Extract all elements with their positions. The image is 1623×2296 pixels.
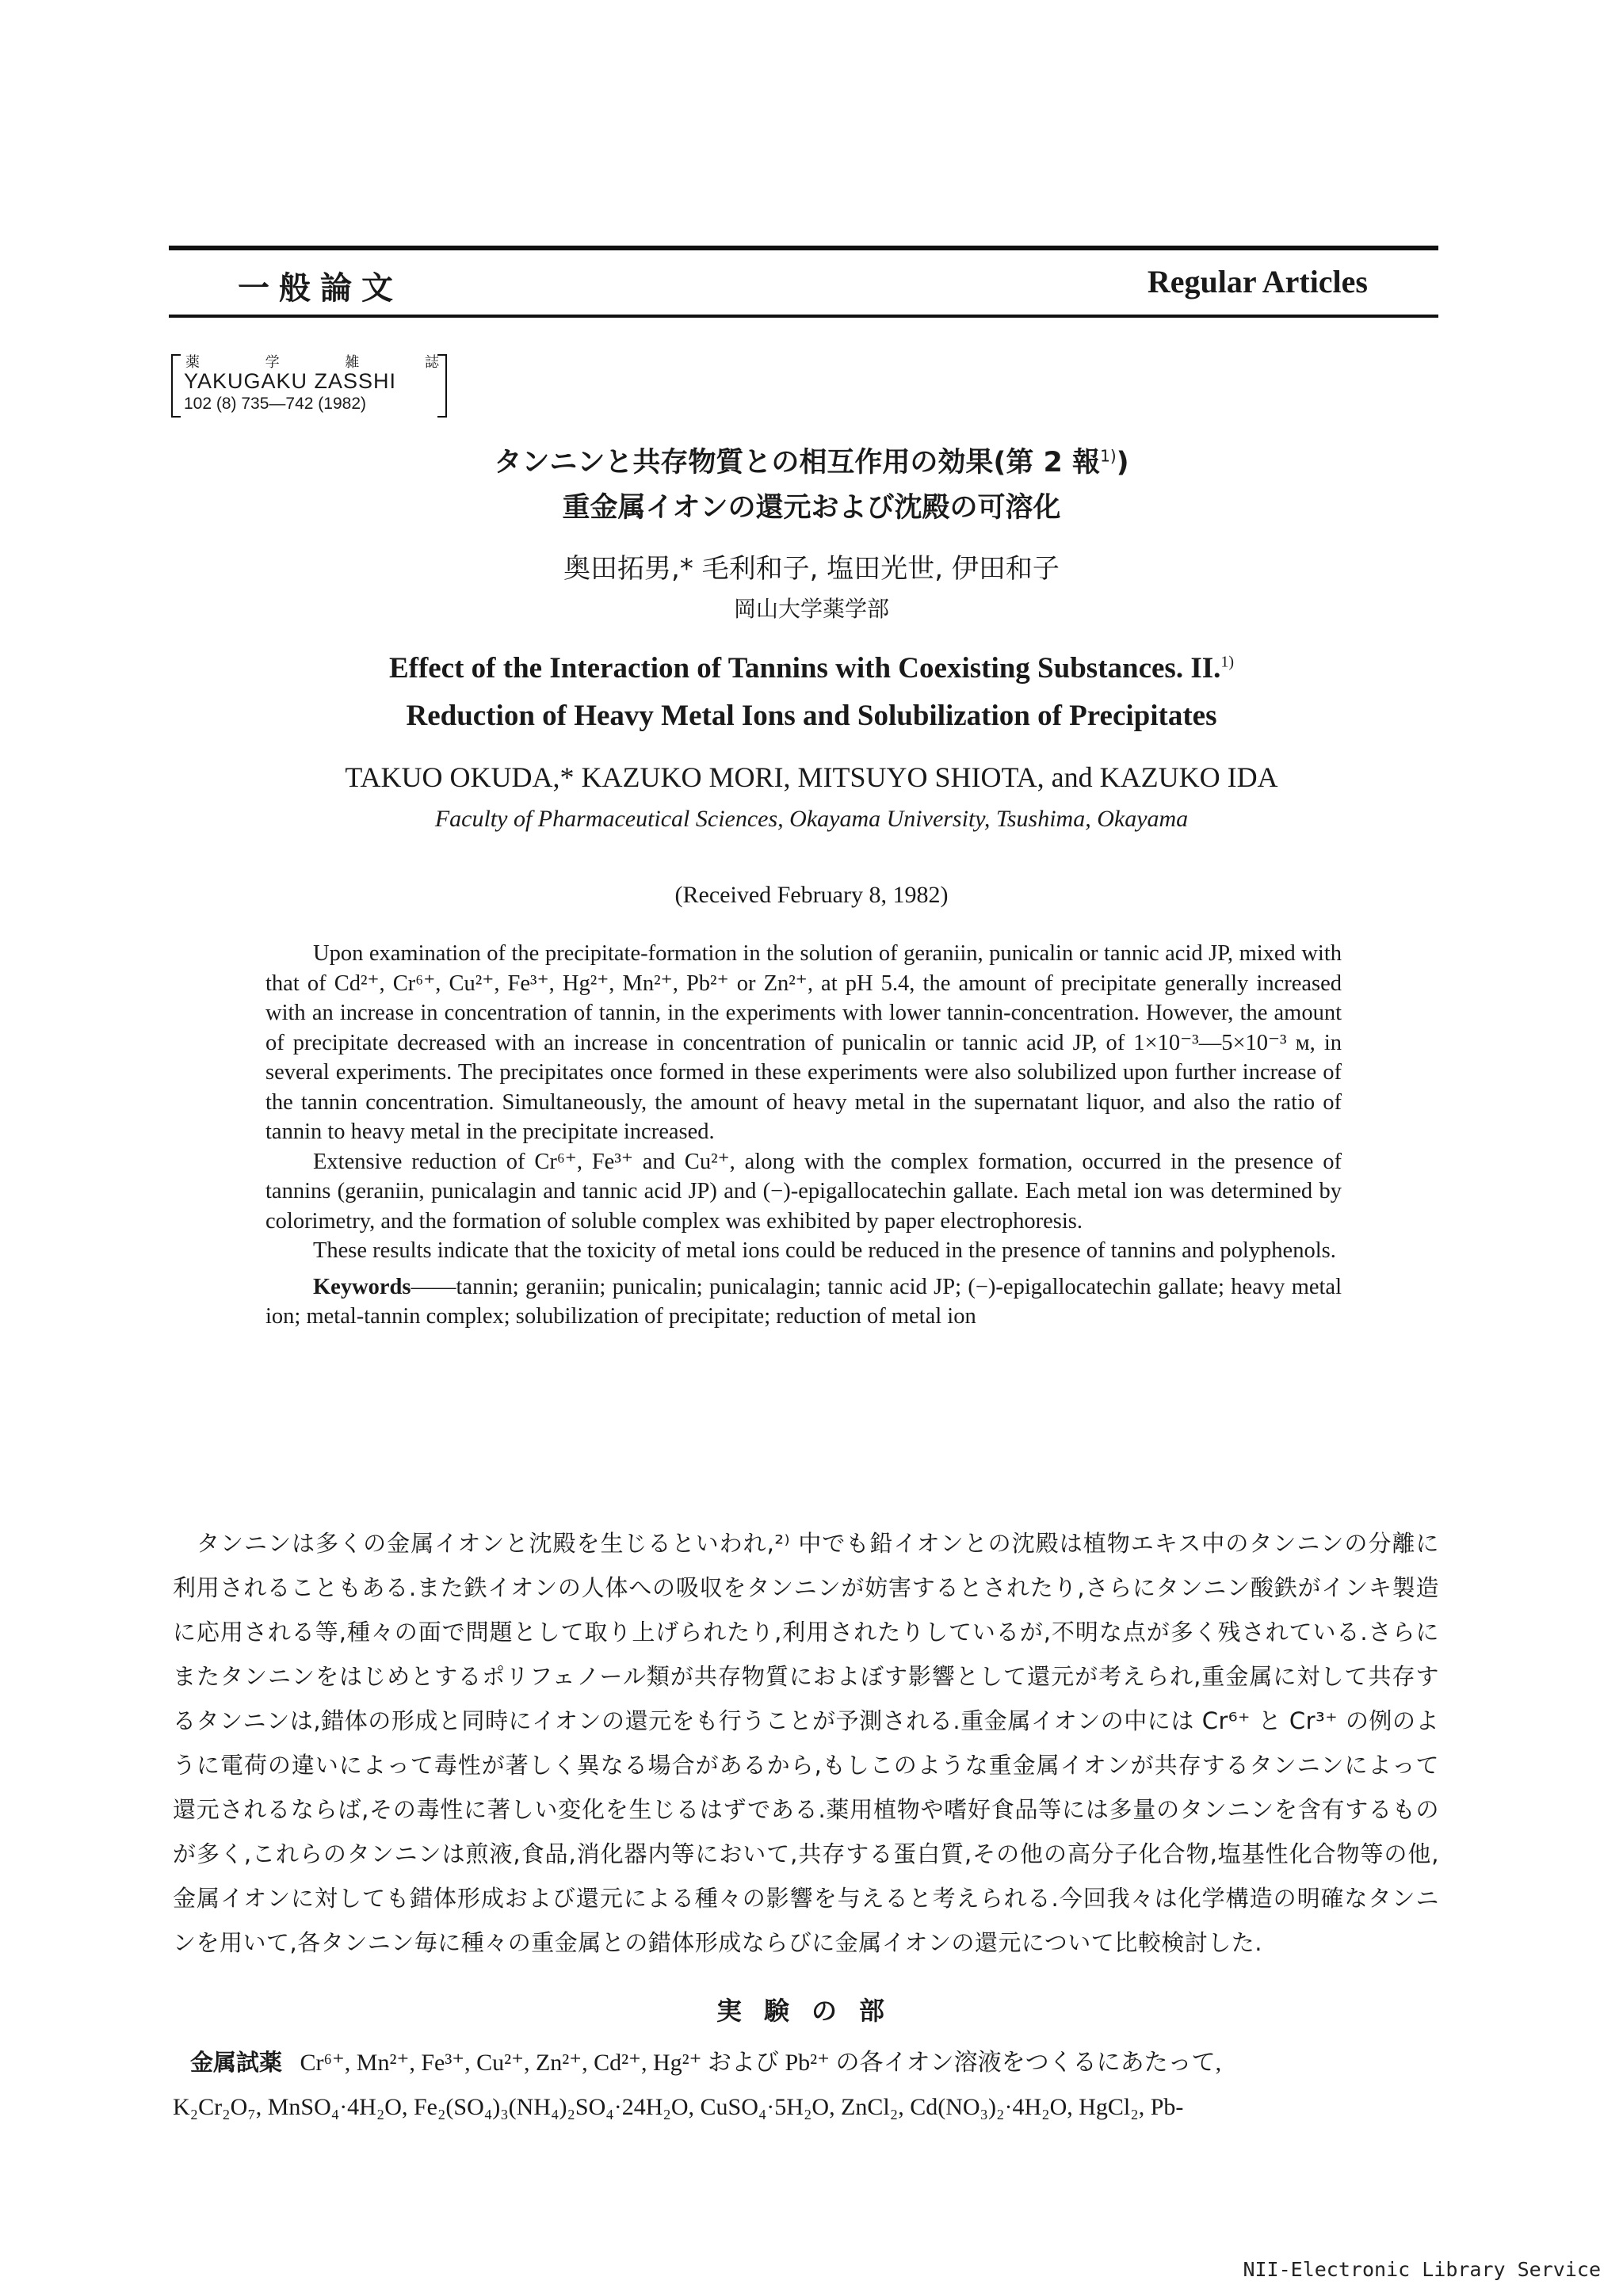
- abstract: [265, 939, 1342, 1332]
- introduction-paragraph: タンニンは多くの金属イオンと沈殿を生じるといわれ,²⁾ 中でも鉛イオンとの沈殿は植物エキス中のタンニンの分離に利用されることもある.また鉄イオンの人体への吸収をタンニンが妨害するとされたり,さらにタンニン酸鉄がインキ製造に応用される等,種々の面で問題として取り上げられたり,利用されたりしているが,不明な点が多く残されている.さらにまたタンニンをはじめとするポリフェノール類が共存物質におよぼす影響として還元が考えられ,重金属に対して共存するタンニンは,錯体の形成と同時にイオンの還元をも行うことが予測される.重金属イオンの中には Cr⁶⁺ と Cr³⁺ の例のように電荷の違いによって毒性が著しく異なる場合があるから,もしこのような重金属イオンが共存するタンニンによって還元されるならば,その毒性に著しい変化を生じるはずである.薬用植物や嗜好食品等には多量のタンニンを含有するものが多く,これらのタンニンは煎液,食品,消化器内等において,共存する蛋白質,その他の高分子化合物,塩基性化合物等の他,金属イオンに対しても錯体形成および還元による種々の影響を与えると考えられる.今回我々は化学構造の明確なタンニンを用いて,各タンニン毎に種々の重金属との錯体形成ならびに金属イオンの還元について比較検討した.: [173, 1530, 1439, 1956]
- section-label-jp: 一般論文: [238, 270, 403, 307]
- received-date: (Received February 8, 1982): [674, 882, 949, 908]
- title-en-line1: Effect of the Interaction of Tannins with Coexisting Substances. II.$^{1)}$: [388, 652, 1235, 685]
- abstract-paragraph-2: Extensive reduction of Cr⁶⁺, Fe³⁺ and Cu²⁺, along with the complex formation, occurred in the presence of tannins (geraniin, punicalagin and tannic acid JP) and (−)-epigallocatechin gallate. Each metal ion was determined by colorimetry, and the formation of soluble complex was exhibited by paper electrophoresis.: [265, 1149, 1342, 1234]
- keywords-label: Keywords: [313, 1274, 411, 1299]
- bracket-left: [171, 354, 181, 418]
- affiliation-jp: 岡山大学薬学部: [733, 596, 889, 622]
- journal-name: YAKUGAKU ZASSHI: [184, 369, 397, 393]
- top-rule: [169, 246, 1438, 250]
- journal-volume: 102 (8) 735—742 (1982): [184, 395, 366, 413]
- section-label-en: Regular Articles: [1147, 264, 1368, 299]
- title-jp-line2: 重金属イオンの還元および沈殿の可溶化: [562, 492, 1061, 524]
- introduction-jp: [173, 1521, 1439, 1965]
- experimental-line-1: 金属試薬 Cr⁶⁺, Mn²⁺, Fe³⁺, Cu²⁺, Zn²⁺, Cd²⁺, Hg²⁺ および Pb²⁺ の各イオン溶液をつくるにあたって,: [190, 2049, 1222, 2076]
- experimental-heading: 実験の部: [716, 1996, 907, 2026]
- experimental-line-2: K₂Cr₂O₇, MnSO₄·4H₂O, Fe₂(SO₄)₃(NH₄)₂SO₄·24H₂O, CuSO₄·5H₂O, ZnCl₂, Cd(NO₃)₂·4H₂O, HgCl₂, Pb-: [173, 2094, 1184, 2120]
- footer-service: NII-Electronic Library Service: [1243, 2258, 1601, 2281]
- affiliation-en: Faculty of Pharmaceutical Sciences, Okayama University, Tsushima, Okayama: [434, 806, 1189, 832]
- keywords-list: ——tannin; geraniin; punicalin; punicalagin; tannic acid JP; (−)-epigallocatechin gallate; heavy metal ion; metal-tannin complex; solubilization of precipitate; reduction of metal ion: [265, 1274, 1342, 1329]
- title-en-line2: Reduction of Heavy Metal Ions and Solubilization of Precipitates: [406, 700, 1217, 732]
- authors-en: TAKUO OKUDA,* KAZUKO MORI, MITSUYO SHIOTA, and KAZUKO IDA: [345, 761, 1278, 793]
- title-jp-line1: タンニンと共存物質との相互作用の効果(第 2 報$^{1)}$): [494, 446, 1129, 479]
- experimental-label: 金属試薬: [190, 2049, 283, 2076]
- authors-jp: 奥田拓男,* 毛利和子, 塩田光世, 伊田和子: [563, 553, 1060, 585]
- header-rule: [169, 315, 1438, 318]
- experimental-body: [173, 2040, 1439, 2130]
- keywords: [265, 1272, 1342, 1332]
- abstract-paragraph-1: Upon examination of the precipitate-formation in the solution of geraniin, punicalin or tannic acid JP, mixed with that of Cd²⁺, Cr⁶⁺, Cu²⁺, Fe³⁺, Hg²⁺, Mn²⁺, Pb²⁺ or Zn²⁺, at pH 5.4, the amount of precipitate generally increased with an increase in concentration of tannin, in the experiments with lower tannin-concentration. However, the amount of precipitate decreased with an increase in concentration of punicalin or tannic acid JP, of 1×10⁻³—5×10⁻³ ᴍ, in several experiments. The precipitates once formed in these experiments were also solubilized upon further increase of the tannin concentration. Simultaneously, the amount of heavy metal in the supernatant liquor, and also the ratio of tannin to heavy metal in the precipitate increased.: [265, 941, 1342, 1144]
- journal-citation: [171, 354, 447, 418]
- abstract-paragraph-3: These results indicate that the toxicity of metal ions could be reduced in the presence of tannins and polyphenols.: [313, 1238, 1336, 1263]
- journal-kanji: 薬 学 雑 誌: [185, 354, 439, 370]
